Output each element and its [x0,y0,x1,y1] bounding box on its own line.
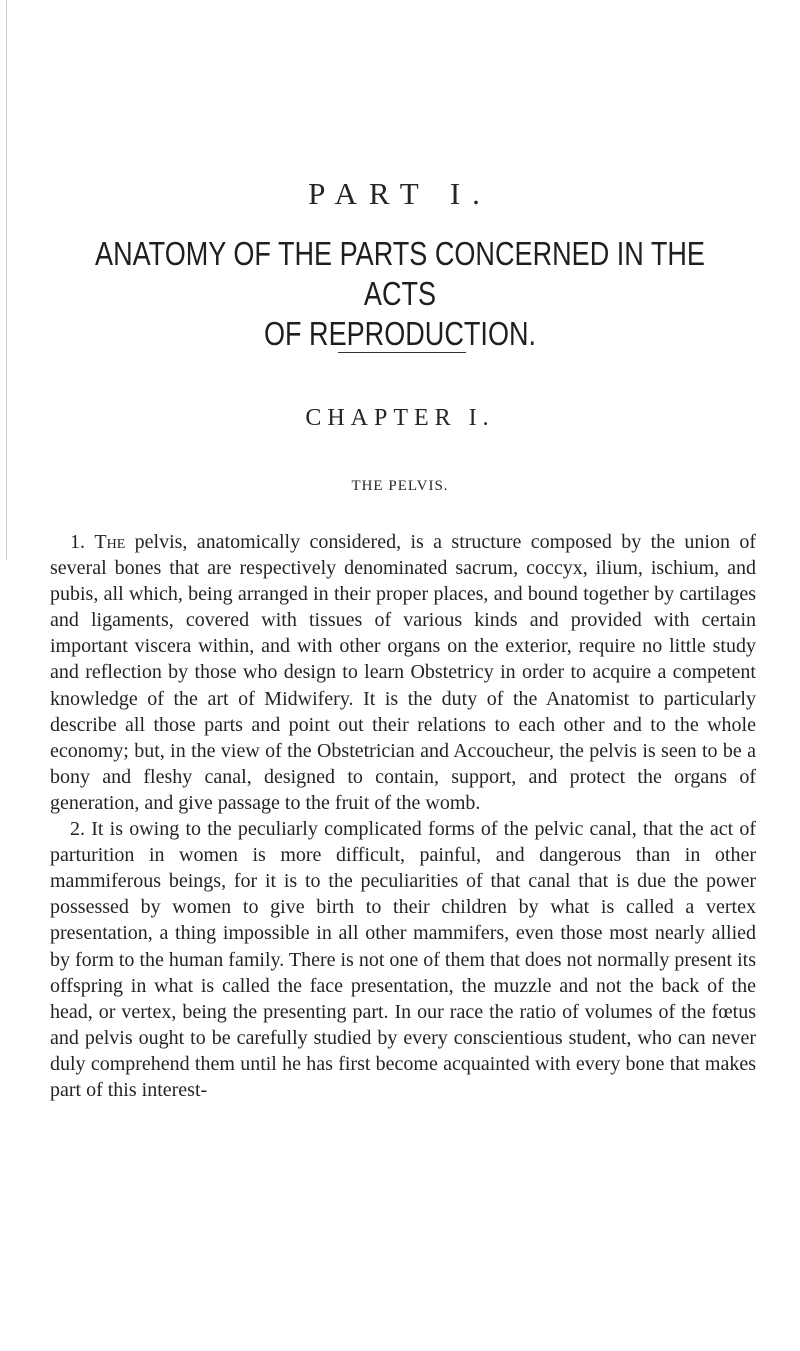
chapter-heading: CHAPTER I. [305,405,495,431]
paragraph-2-text: It is owing to the peculiarly complicated forms of the pelvic canal, that the act of parturition in women is more difficult, painful, and dangerous than in other mammiferous beings, for it is to the peculiarities of that canal that is due the power possessed by women to give birth to their children by what is called a vertex presentation, a thing impossible in all other mammifers, even those most nearly allied by form to the human family. There is not one of them that does not normally present its offspring in what is called the face presentation, the muzzle and not the back of the head, or vertex, being the presenting part. In our race the ratio of volumes of the fœtus and pelvis ought to be carefully studied by every conscientious student, who can never duly comprehend them until he has first become acquainted with every bone that makes part of this interest- [50,818,757,1101]
paragraph-1-lead: The [94,531,126,553]
paragraph-1-text: pelvis, anatomically considered, is a structure composed by the union of several bones that are respectively denominated sacrum, coccyx, ilium, ischium, and pubis, all which, being arranged in their proper places, and bound together by cartilages and ligaments, covered with tissues of various kinds and provided with certain important viscera within, and with other organs on the exterior, require no little study and reflection by those who design to learn Obstetricy in order to acquire a competent knowledge of the art of Midwifery. It is the duty of the Anatomist to particularly describe all those parts and point out their relations to each other and to the whole economy; but, in the view of the Obstetrician and Accoucheur, the pelvis is seen to be a bony and fleshy canal, designed to contain, support, and protect the organs of generation, and give passage to the fruit of the womb. [50,531,756,814]
paragraph-1-number: 1. [70,531,85,553]
body-text [50,529,756,1103]
section-divider [338,352,466,353]
section-heading: THE PELVIS. [351,478,449,494]
paragraph-1 [50,529,756,816]
paragraph-2-number: 2. [70,818,85,841]
main-title [72,234,728,354]
part-heading: PART I. [308,176,492,211]
paragraph-2 [50,816,756,1103]
page-edge-shadow [6,0,7,560]
main-title-line-1: ANATOMY OF THE PARTS CONCERNED IN THE ACTS [95,235,705,312]
main-title-line-2: OF REPRODUCTION. [263,315,537,352]
